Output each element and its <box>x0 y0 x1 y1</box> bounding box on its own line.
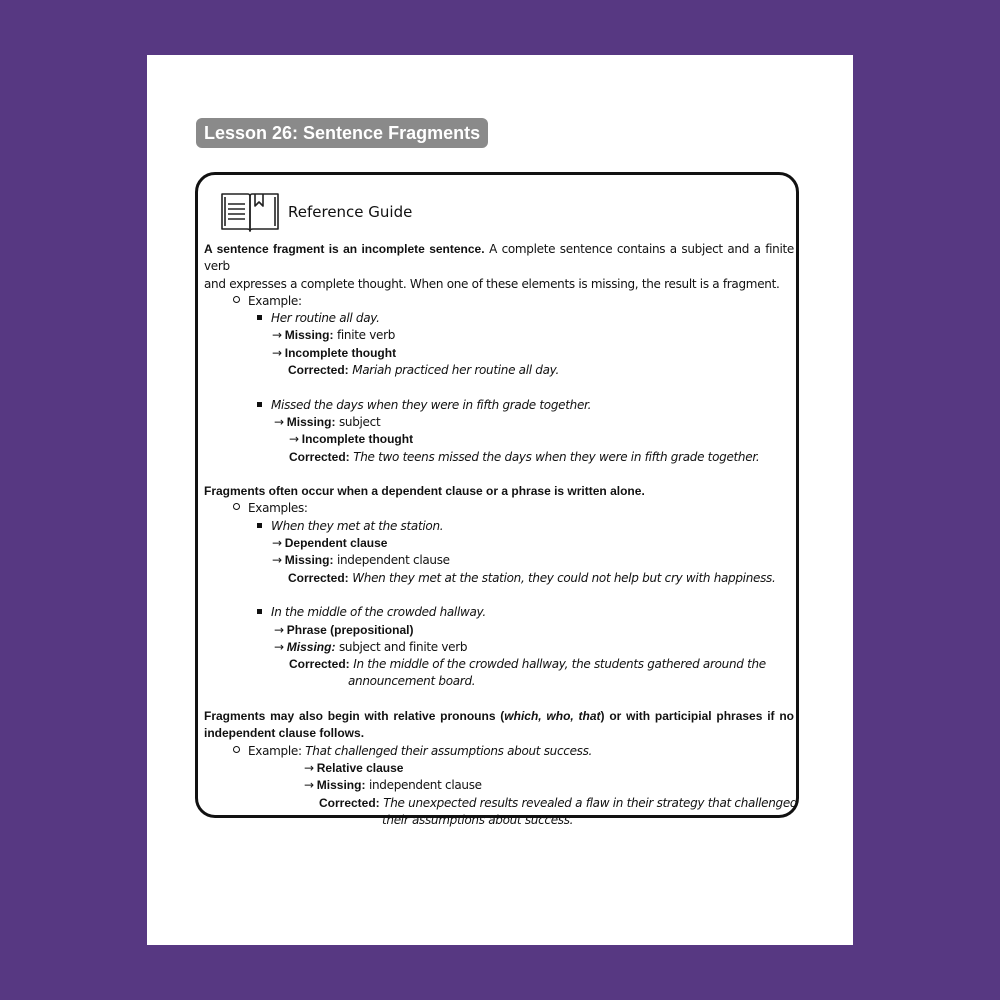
corrected-value: The unexpected results revealed a flaw in their strategy that challenged <box>379 795 798 810</box>
section2-heading: Fragments often occur when a dependent clause or a phrase is written alone. <box>204 484 645 499</box>
section1-ex1-corrected <box>204 362 794 379</box>
arrow-icon: → <box>274 622 284 637</box>
section1-ex1-note <box>204 345 794 362</box>
section2-ex1-row <box>204 518 794 535</box>
circle-bullet-icon <box>233 746 240 753</box>
section2-ex1-missing <box>204 552 794 569</box>
intro-bold: A sentence fragment is an incomplete sentence. <box>204 242 485 256</box>
missing-value: subject <box>335 414 381 429</box>
arrow-icon: → <box>304 760 314 775</box>
missing-value: finite verb <box>333 328 396 343</box>
note-text: Incomplete thought <box>284 345 397 360</box>
arrow-icon: → <box>289 432 299 447</box>
missing-label: Missing: <box>284 553 334 568</box>
arrow-icon: → <box>272 345 282 360</box>
section1-label-row <box>204 293 794 310</box>
section3-heading <box>204 708 794 725</box>
missing-value: independent clause <box>365 778 482 793</box>
arrow-icon: → <box>272 553 282 568</box>
section3-corrected-cont: their assumptions about success. <box>382 812 574 827</box>
square-bullet-icon <box>257 402 262 407</box>
square-bullet-icon <box>257 315 262 320</box>
section1-ex2-sentence: Missed the days when they were in fifth grade together. <box>271 397 592 412</box>
arrow-icon: → <box>304 778 314 793</box>
section1-ex1-sentence: Her routine all day. <box>271 311 380 326</box>
section2-ex1-sentence: When they met at the station. <box>271 518 444 533</box>
section2-ex2-corrected-cont: announcement board. <box>348 674 476 689</box>
corrected-label: Corrected: <box>289 657 350 672</box>
section2-label: Examples: <box>248 501 308 516</box>
section1-ex1-row <box>204 310 794 327</box>
note-text: Incomplete thought <box>301 432 414 447</box>
arrow-icon: → <box>274 639 284 654</box>
note-text: Dependent clause <box>284 536 388 551</box>
section2-ex2-missing <box>204 639 794 656</box>
lesson-title: Lesson 26: Sentence Fragments <box>196 118 488 148</box>
intro-line-1 <box>204 241 794 276</box>
missing-value: independent clause <box>333 553 450 568</box>
section3-heading-2: ) or with participial phrases if no <box>600 709 794 724</box>
corrected-value: When they met at the station, they could not help but cry with happiness. <box>348 570 776 585</box>
section2-ex2-note <box>204 622 794 639</box>
section1-ex2-corrected <box>204 449 794 466</box>
section3-corrected <box>204 795 798 812</box>
circle-bullet-icon <box>233 296 240 303</box>
section2-ex1-note <box>204 535 794 552</box>
missing-label: Missing: <box>284 328 334 343</box>
section2-ex2-corrected <box>204 656 794 673</box>
section2-ex1-corrected <box>204 570 794 587</box>
corrected-value: The two teens missed the days when they were in fifth grade together. <box>349 449 760 464</box>
reference-guide-box <box>195 172 799 827</box>
guide-title: Reference Guide <box>288 203 413 221</box>
arrow-icon: → <box>272 536 282 551</box>
corrected-value: In the middle of the crowded hallway, the students gathered around the <box>349 657 766 672</box>
section1-ex2-row <box>204 397 794 414</box>
arrow-icon: → <box>274 414 284 429</box>
worksheet-page <box>147 55 853 945</box>
section3-heading-line2: independent clause follows. <box>204 726 365 741</box>
square-bullet-icon <box>257 609 262 614</box>
corrected-label: Corrected: <box>288 363 349 378</box>
missing-label: Missing: <box>316 778 366 793</box>
section1-ex1-missing <box>204 327 794 344</box>
section3-pronouns: which, who, that <box>504 709 601 724</box>
section3-label: Example: <box>248 743 302 758</box>
intro-text-2: and expresses a complete thought. When one of these elements is missing, the result is a fragment. <box>204 276 780 291</box>
corrected-label: Corrected: <box>288 570 349 585</box>
note-text: Relative clause <box>316 760 404 775</box>
guide-content <box>204 241 798 829</box>
section3-heading-1: Fragments may also begin with relative pronouns ( <box>204 709 505 724</box>
missing-label: Missing: <box>286 639 336 654</box>
section2-ex2-sentence: In the middle of the crowded hallway. <box>271 605 486 620</box>
circle-bullet-icon <box>233 503 240 510</box>
corrected-value: Mariah practiced her routine all day. <box>348 363 560 378</box>
section2-label-row <box>204 500 794 517</box>
section1-label: Example: <box>248 293 302 308</box>
section3-sentence: That challenged their assumptions about success. <box>301 743 593 758</box>
corrected-label: Corrected: <box>289 449 350 464</box>
section3-example-row <box>204 743 794 760</box>
section1-ex2-note <box>204 431 794 448</box>
note-text: Phrase (prepositional) <box>286 622 414 637</box>
section2-ex2-row <box>204 604 794 621</box>
section1-ex2-missing <box>204 414 794 431</box>
missing-label: Missing: <box>286 414 336 429</box>
square-bullet-icon <box>257 523 262 528</box>
open-book-icon <box>220 190 280 234</box>
corrected-label: Corrected: <box>319 795 380 810</box>
arrow-icon: → <box>272 328 282 343</box>
section3-missing <box>204 777 794 794</box>
section3-note <box>204 760 794 777</box>
missing-value: subject and finite verb <box>335 639 468 654</box>
intro-text-1: A complete sentence contains a subject and a finite verb <box>204 242 794 274</box>
